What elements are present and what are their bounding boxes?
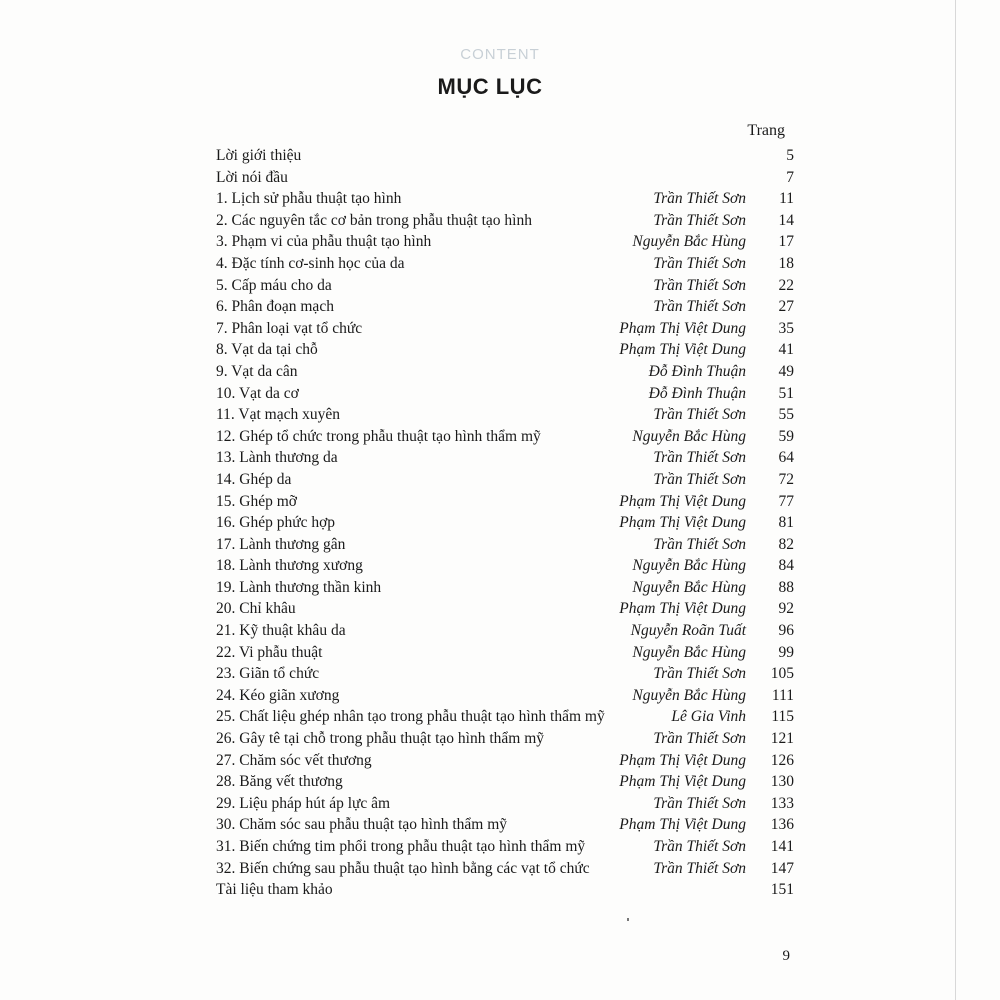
toc-entry-title: 30. Chăm sóc sau phẫu thuật tạo hình thẩm mỹ [216, 816, 508, 834]
toc-row [216, 814, 794, 836]
toc-entry-author: Phạm Thị Việt Dung [619, 514, 746, 532]
toc-row [216, 426, 794, 448]
toc-entry-page: 14 [778, 211, 794, 229]
toc-entry-author: Trần Thiết Sơn [653, 665, 746, 683]
toc-entry-title: 4. Đặc tính cơ-sinh học của da [216, 254, 405, 272]
toc-entry-title: 31. Biến chứng tim phổi trong phẫu thuật tạo hình thẩm mỹ [216, 838, 586, 855]
toc-entry-page: 121 [770, 730, 794, 748]
toc-row [216, 210, 794, 232]
table-of-contents [216, 145, 794, 901]
toc-row [216, 296, 794, 318]
toc-entry-author: Phạm Thị Việt Dung [619, 751, 746, 769]
toc-entry-title: 12. Ghép tổ chức trong phẫu thuật tạo hình thẩm mỹ [216, 427, 541, 445]
toc-entry-title: 20. Chỉ khâu [216, 600, 296, 618]
toc-entry-title: Tài liệu tham khảo [216, 881, 333, 899]
toc-entry-title: 26. Gây tê tại chỗ trong phẫu thuật tạo hình thẩm mỹ [216, 730, 545, 748]
toc-entry-title: Lời nói đầu [216, 168, 288, 186]
toc-entry-author: Nguyễn Bắc Hùng [632, 233, 746, 251]
toc-row [216, 339, 794, 361]
toc-entry-author: Phạm Thị Việt Dung [619, 816, 746, 834]
toc-row [216, 685, 794, 707]
toc-entry-page: 35 [778, 319, 794, 337]
toc-entry-title: 18. Lành thương xương [216, 557, 363, 575]
toc-entry-author: Nguyễn Roãn Tuất [630, 622, 746, 640]
page-number: 9 [782, 948, 790, 964]
toc-entry-author: Trần Thiết Sơn [653, 794, 746, 812]
toc-entry-title: 23. Giãn tổ chức [216, 665, 320, 683]
toc-entry-page: 5 [786, 147, 794, 164]
toc-entry-author: Đỗ Đình Thuận [648, 362, 746, 380]
toc-row [216, 728, 794, 750]
toc-entry-author: Trần Thiết Sơn [653, 276, 746, 294]
toc-entry-page: 115 [771, 708, 794, 726]
toc-entry-page: 88 [778, 578, 794, 596]
toc-entry-author: Trần Thiết Sơn [653, 730, 746, 748]
toc-entry-title: 32. Biến chứng sau phẫu thuật tạo hình bằng các vạt tổ chức [216, 859, 590, 877]
toc-entry-title: Lời giới thiệu [216, 147, 302, 164]
toc-entry-title: 15. Ghép mỡ [216, 492, 297, 510]
toc-entry-author: Nguyễn Bắc Hùng [632, 643, 746, 661]
toc-entry-title: 29. Liệu pháp hút áp lực âm [216, 794, 391, 812]
toc-entry-title: 14. Ghép da [216, 470, 292, 488]
toc-entry-author: Trần Thiết Sơn [653, 190, 746, 208]
toc-entry-title: 6. Phân đoạn mạch [216, 298, 334, 316]
toc-entry-author: Trần Thiết Sơn [653, 406, 746, 424]
toc-entry-title: 19. Lành thương thần kinh [216, 578, 382, 596]
show-through-title: CONTENT [460, 46, 540, 63]
toc-entry-author: Lê Gia Vinh [671, 708, 746, 726]
toc-entry-page: 18 [778, 254, 794, 272]
toc-entry-page: 126 [770, 751, 794, 769]
toc-entry-page: 111 [771, 686, 794, 704]
toc-entry-page: 141 [770, 838, 794, 855]
toc-entry-page: 64 [778, 449, 794, 467]
toc-entry-author: Phạm Thị Việt Dung [619, 773, 746, 791]
toc-entry-page: 84 [778, 557, 794, 575]
ink-speck [627, 918, 629, 921]
toc-entry-page: 105 [770, 665, 794, 683]
toc-entry-page: 72 [778, 470, 794, 488]
toc-row [216, 275, 794, 297]
toc-row [216, 231, 794, 253]
toc-entry-author: Trần Thiết Sơn [653, 298, 746, 316]
toc-entry-title: 25. Chất liệu ghép nhân tạo trong phẫu thuật tạo hình thẩm mỹ [216, 708, 605, 726]
toc-entry-page: 92 [778, 600, 794, 618]
toc-entry-author: Phạm Thị Việt Dung [619, 319, 746, 337]
toc-entry-page: 55 [778, 406, 794, 424]
toc-entry-page: 96 [778, 622, 794, 640]
toc-entry-page: 81 [778, 514, 794, 532]
toc-entry-author: Đỗ Đình Thuận [648, 384, 746, 402]
toc-row [216, 361, 794, 383]
page-column-header: Trang [747, 122, 785, 139]
toc-row [216, 253, 794, 275]
toc-entry-page: 82 [778, 535, 794, 553]
toc-entry-title: 11. Vạt mạch xuyên [216, 406, 340, 424]
toc-row [216, 469, 794, 491]
toc-row [216, 383, 794, 405]
toc-entry-author: Phạm Thị Việt Dung [619, 341, 746, 359]
toc-row [216, 188, 794, 210]
toc-row [216, 750, 794, 772]
toc-entry-title: 13. Lành thương da [216, 449, 338, 467]
toc-row [216, 491, 794, 513]
toc-row [216, 534, 794, 556]
toc-entry-page: 133 [770, 794, 794, 812]
toc-entry-page: 51 [778, 384, 794, 402]
toc-entry-page: 99 [778, 643, 794, 661]
toc-row [216, 447, 794, 469]
toc-entry-author: Nguyễn Bắc Hùng [632, 557, 746, 575]
toc-entry-title: 2. Các nguyên tắc cơ bản trong phẫu thuật tạo hình [216, 211, 532, 229]
toc-row [216, 836, 794, 858]
toc-row [216, 577, 794, 599]
toc-entry-title: 16. Ghép phức hợp [216, 514, 336, 532]
toc-entry-title: 17. Lành thương gân [216, 535, 346, 553]
toc-row [216, 598, 794, 620]
toc-entry-author: Phạm Thị Việt Dung [619, 492, 746, 510]
toc-row [216, 620, 794, 642]
toc-row [216, 663, 794, 685]
toc-entry-page: 22 [778, 276, 794, 294]
toc-entry-title: 5. Cấp máu cho da [216, 276, 332, 294]
toc-entry-page: 77 [778, 492, 794, 510]
toc-entry-author: Trần Thiết Sơn [653, 470, 746, 488]
toc-entry-title: 27. Chăm sóc vết thương [216, 751, 372, 769]
toc-row [216, 404, 794, 426]
toc-entry-author: Trần Thiết Sơn [653, 838, 746, 855]
toc-entry-title: 8. Vạt da tại chỗ [216, 341, 318, 359]
toc-row [216, 145, 794, 167]
toc-entry-author: Nguyễn Bắc Hùng [632, 578, 746, 596]
toc-entry-title: 22. Vi phẫu thuật [216, 643, 323, 661]
toc-entry-author: Nguyễn Bắc Hùng [632, 686, 746, 704]
toc-entry-title: 7. Phân loại vạt tổ chức [216, 319, 363, 337]
toc-row [216, 879, 794, 901]
toc-entry-title: 1. Lịch sử phẫu thuật tạo hình [216, 190, 402, 208]
toc-entry-author: Trần Thiết Sơn [653, 449, 746, 467]
toc-entry-page: 151 [770, 881, 794, 899]
toc-entry-author: Trần Thiết Sơn [653, 254, 746, 272]
toc-row [216, 793, 794, 815]
toc-entry-page: 17 [778, 233, 794, 251]
toc-row [216, 512, 794, 534]
toc-entry-author: Trần Thiết Sơn [653, 859, 746, 877]
toc-entry-title: 21. Kỹ thuật khâu da [216, 622, 346, 640]
toc-entry-page: 130 [770, 773, 794, 791]
toc-row [216, 706, 794, 728]
toc-entry-author: Trần Thiết Sơn [653, 535, 746, 553]
toc-entry-title: 24. Kéo giãn xương [216, 686, 340, 704]
toc-entry-page: 136 [770, 816, 794, 834]
toc-entry-page: 147 [770, 859, 794, 877]
toc-entry-title: 28. Băng vết thương [216, 773, 343, 791]
toc-row [216, 318, 794, 340]
toc-row [216, 555, 794, 577]
page-title: MỤC LỤC [437, 74, 543, 99]
toc-entry-page: 7 [786, 168, 794, 186]
toc-entry-author: Trần Thiết Sơn [653, 211, 746, 229]
toc-entry-page: 49 [778, 362, 794, 380]
toc-entry-author: Nguyễn Bắc Hùng [632, 427, 746, 445]
toc-row [216, 642, 794, 664]
page-edge [955, 0, 956, 1000]
toc-entry-page: 41 [778, 341, 794, 359]
toc-entry-title: 10. Vạt da cơ [216, 384, 299, 402]
toc-row [216, 771, 794, 793]
toc-entry-page: 27 [778, 298, 794, 316]
toc-entry-author: Phạm Thị Việt Dung [619, 600, 746, 618]
toc-entry-title: 9. Vạt da cân [216, 362, 298, 380]
toc-row [216, 167, 794, 189]
toc-entry-page: 11 [779, 190, 794, 208]
toc-entry-title: 3. Phạm vi của phẫu thuật tạo hình [216, 233, 432, 251]
toc-entry-page: 59 [778, 427, 794, 445]
toc-row [216, 858, 794, 880]
